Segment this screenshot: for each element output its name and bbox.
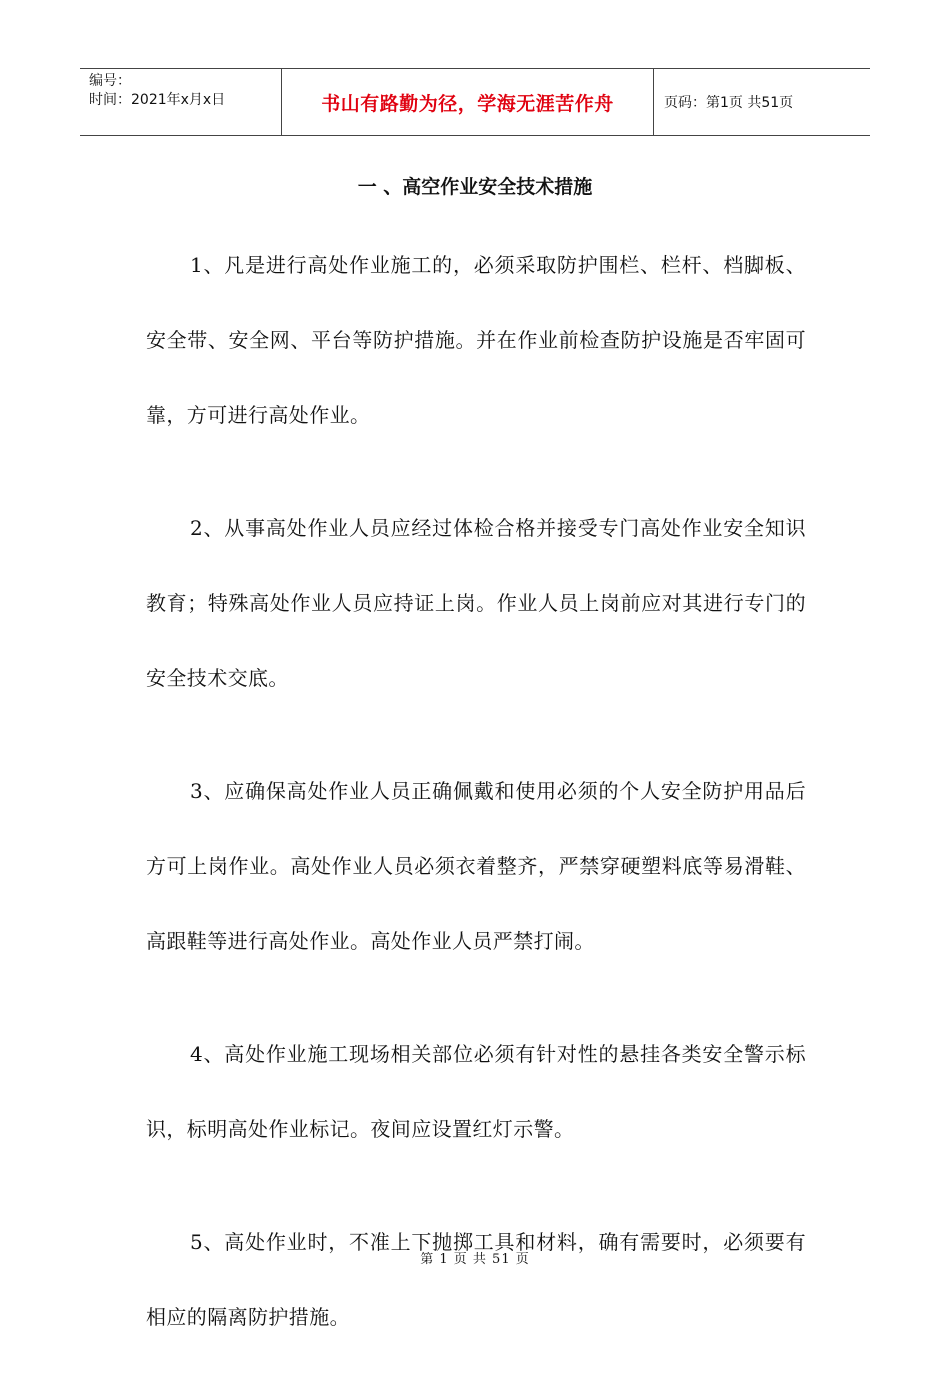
document-title: 一 、高空作业安全技术措施 — [357, 176, 593, 198]
paragraph: 1、凡是进行高处作业施工的，必须采取防护围栏、栏杆、档脚板、安全带、安全网、平台等防护措施。并在作业前检查防护设施是否牢固可靠，方可进行高处作业。 — [146, 253, 806, 427]
page-footer: 第 1 页 共 51 页 — [420, 1252, 530, 1267]
document-body — [146, 228, 806, 1393]
paragraph: 4、高处作业施工现场相关部位必须有针对性的悬挂各类安全警示标识，标明高处作业标记。夜间应设置红灯示警。 — [146, 1042, 806, 1141]
document-number-label: 编号： — [89, 73, 131, 89]
document-header — [80, 68, 870, 136]
header-page-info: 页码：第1页 共51页 — [664, 95, 794, 111]
paragraph: 5、高处作业时，不准上下抛掷工具和材料，确有需要时，必须要有相应的隔离防护措施。 — [146, 1230, 806, 1329]
header-motto: 书山有路勤为径，学海无涯苦作舟 — [282, 69, 654, 135]
header-meta-cell — [80, 69, 282, 135]
paragraph: 3、应确保高处作业人员正确佩戴和使用必须的个人安全防护用品后方可上岗作业。高处作业人员必须衣着整齐，严禁穿硬塑料底等易滑鞋、高跟鞋等进行高处作业。高处作业人员严禁打闹。 — [146, 779, 806, 953]
paragraph: 2、从事高处作业人员应经过体检合格并接受专门高处作业安全知识教育；特殊高处作业人员应持证上岗。作业人员上岗前应对其进行专门的安全技术交底。 — [146, 516, 806, 690]
document-date-label: 时间：2021年x月x日 — [89, 92, 226, 108]
